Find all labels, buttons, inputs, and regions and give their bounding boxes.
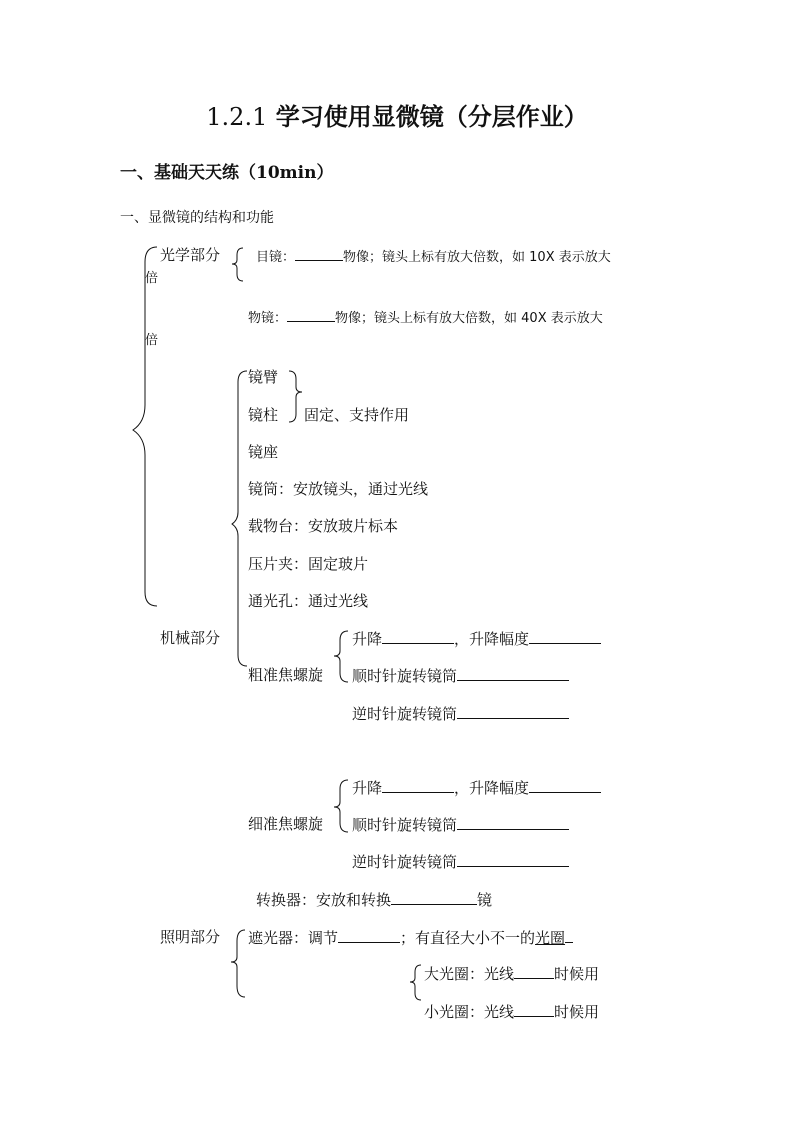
- small-aperture-suffix: 时候用: [554, 1003, 600, 1021]
- stage-text: 载物台：安放玻片标本: [248, 517, 399, 535]
- title-text: 学习使用显微镜（分层作业）: [275, 102, 588, 131]
- base-label: 镜座: [248, 443, 279, 461]
- main-brace: [133, 247, 157, 606]
- mechanical-brace: [232, 371, 247, 666]
- diaphragm-line: [248, 928, 573, 947]
- coarse-rise-line: [352, 629, 601, 648]
- fine-rise-line: [352, 778, 601, 797]
- lighting-brace: [231, 930, 245, 997]
- support-text: 固定、支持作用: [304, 406, 410, 424]
- fine-brace: [334, 780, 348, 832]
- eyepiece-brace: [232, 248, 243, 281]
- coarse-amplitude: ，升降幅度: [454, 630, 530, 648]
- support-brace: [289, 371, 302, 422]
- coarse-counter-line: [352, 704, 569, 723]
- tube-text: 镜筒：安放镜头，通过光线: [248, 480, 429, 498]
- large-aperture-blank[interactable]: [514, 964, 554, 979]
- diaphragm-blank[interactable]: [338, 928, 400, 943]
- objective-suffix: 物像；镜头上标有放大倍数，如 40X 表示放大: [335, 311, 603, 326]
- objective-wrap: 倍: [145, 333, 159, 348]
- fine-counter: 逆时针旋转镜筒: [352, 853, 458, 871]
- fine-clockwise-blank[interactable]: [457, 815, 569, 830]
- fine-rise: 升降: [352, 779, 383, 797]
- pillar-label: 镜柱: [248, 406, 279, 424]
- optical-label-wrap: 倍: [145, 271, 159, 286]
- small-aperture-line: [424, 1002, 599, 1021]
- large-aperture-line: [424, 964, 599, 983]
- fine-amplitude-blank[interactable]: [529, 778, 601, 793]
- diaphragm-middle: ；有直径大小不一的: [400, 929, 536, 947]
- converter-prefix: 转换器：安放和转换: [256, 891, 392, 909]
- coarse-clockwise-line: [352, 666, 569, 685]
- clip-text: 压片夹：固定玻片: [248, 555, 369, 573]
- converter-blank[interactable]: [391, 890, 477, 905]
- fine-rise-blank[interactable]: [382, 778, 454, 793]
- eyepiece-prefix: 目镜：: [256, 250, 296, 265]
- fine-clockwise: 顺时针旋转镜筒: [352, 816, 458, 834]
- hole-text: 通光孔：通过光线: [248, 592, 369, 610]
- coarse-brace: [334, 631, 348, 682]
- coarse-rise-blank[interactable]: [382, 629, 454, 644]
- title-number: 1.2.1: [206, 103, 268, 131]
- optical-label: 光学部分: [160, 246, 221, 264]
- coarse-clockwise-blank[interactable]: [457, 666, 569, 681]
- aperture-brace: [410, 965, 421, 1000]
- eyepiece-suffix: 物像；镜头上标有放大倍数，如 10X 表示放大: [343, 250, 611, 265]
- lighting-label: 照明部分: [160, 928, 221, 946]
- large-aperture-prefix: 大光圈：光线: [424, 965, 515, 983]
- diaphragm-tail-blank: [565, 928, 573, 943]
- fine-clockwise-line: [352, 815, 569, 834]
- small-aperture-prefix: 小光圈：光线: [424, 1003, 515, 1021]
- arm-label: 镜臂: [248, 368, 279, 386]
- eyepiece-line: [256, 246, 611, 267]
- coarse-rise: 升降: [352, 630, 383, 648]
- diaphragm-prefix: 遮光器：调节: [248, 929, 339, 947]
- large-aperture-suffix: 时候用: [554, 965, 600, 983]
- objective-prefix: 物镜：: [248, 311, 288, 326]
- coarse-counter-blank[interactable]: [457, 704, 569, 719]
- objective-line: [248, 307, 603, 328]
- eyepiece-blank[interactable]: [295, 246, 343, 261]
- coarse-label: 粗准焦螺旋: [248, 666, 324, 684]
- page-title: [0, 100, 794, 134]
- section-heading: 一、基础天天练（10min）: [120, 163, 334, 183]
- fine-counter-blank[interactable]: [457, 852, 569, 867]
- coarse-clockwise: 顺时针旋转镜筒: [352, 667, 458, 685]
- fine-label: 细准焦螺旋: [248, 815, 324, 833]
- fine-counter-line: [352, 852, 569, 871]
- coarse-counter: 逆时针旋转镜筒: [352, 705, 458, 723]
- small-aperture-blank[interactable]: [514, 1002, 554, 1017]
- objective-blank[interactable]: [287, 307, 335, 322]
- fine-amplitude: ，升降幅度: [454, 779, 530, 797]
- mechanical-label: 机械部分: [160, 629, 221, 647]
- question-heading: 一、显微镜的结构和功能: [120, 210, 274, 226]
- converter-line: [256, 890, 492, 909]
- coarse-amplitude-blank[interactable]: [529, 629, 601, 644]
- converter-suffix: 镜: [477, 891, 493, 909]
- diaphragm-underlined: 光圈: [535, 929, 566, 947]
